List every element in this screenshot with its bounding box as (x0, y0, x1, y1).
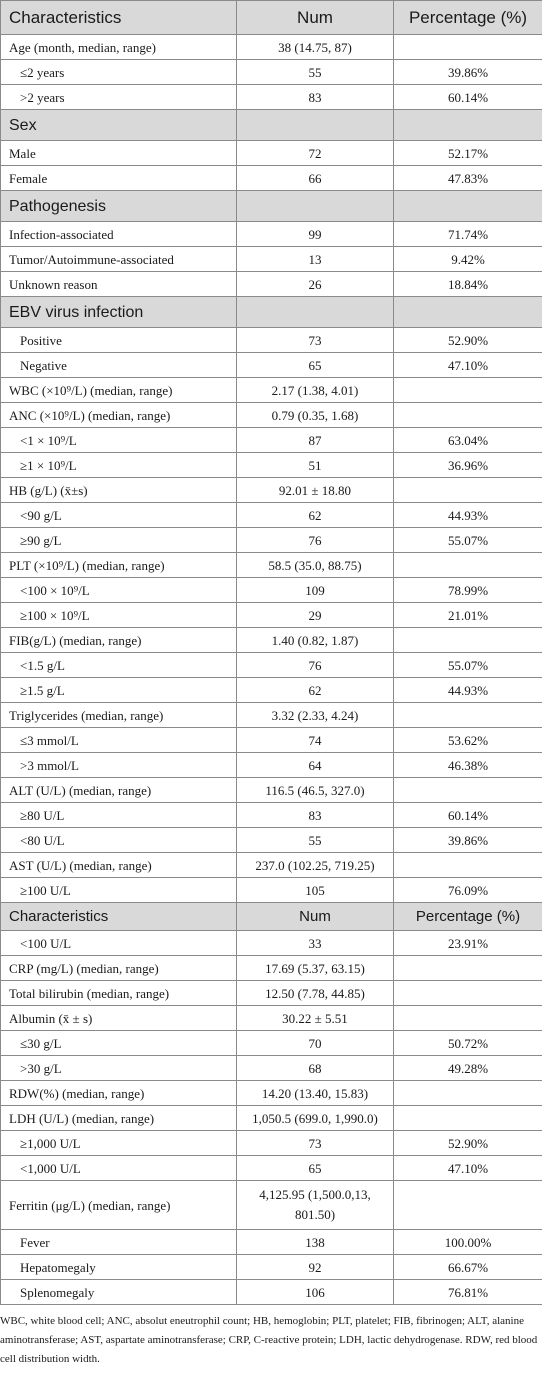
row-label: ≥100 U/L (1, 878, 237, 903)
row-num: 2.17 (1.38, 4.01) (237, 378, 394, 403)
table-row (1, 222, 542, 247)
row-label: RDW(%) (median, range) (1, 1081, 237, 1106)
row-label: ≥90 g/L (1, 528, 237, 553)
row-label: <100 U/L (1, 931, 237, 956)
row-num: 66 (237, 166, 394, 191)
table-header-row-repeat (1, 903, 542, 931)
row-percentage: 44.93% (394, 503, 542, 528)
row-label: Ferritin (μg/L) (median, range) (1, 1181, 237, 1230)
table-row (1, 1156, 542, 1181)
table-row (1, 85, 542, 110)
table-row (1, 981, 542, 1006)
row-num: 92.01 ± 18.80 (237, 478, 394, 503)
row-percentage: 55.07% (394, 653, 542, 678)
table-row (1, 931, 542, 956)
row-num: 64 (237, 753, 394, 778)
header-percentage: Percentage (%) (394, 1, 542, 35)
row-percentage: 100.00% (394, 1230, 542, 1255)
row-num: 62 (237, 503, 394, 528)
row-label: ≤2 years (1, 60, 237, 85)
table-row (1, 578, 542, 603)
table-row (1, 528, 542, 553)
table-row (1, 141, 542, 166)
row-num: 55 (237, 60, 394, 85)
table-row (1, 166, 542, 191)
row-label: Male (1, 141, 237, 166)
row-num: 73 (237, 328, 394, 353)
row-num: 30.22 ± 5.51 (237, 1006, 394, 1031)
row-percentage (394, 778, 542, 803)
row-num: 73 (237, 1131, 394, 1156)
row-percentage: 21.01% (394, 603, 542, 628)
row-num: 72 (237, 141, 394, 166)
row-label: ≤3 mmol/L (1, 728, 237, 753)
row-percentage: 55.07% (394, 528, 542, 553)
table-row (1, 378, 542, 403)
row-percentage: 39.86% (394, 828, 542, 853)
row-label: ≥100 × 10⁹/L (1, 603, 237, 628)
table-row (1, 328, 542, 353)
table-row (1, 853, 542, 878)
table-row (1, 60, 542, 85)
row-num: 76 (237, 528, 394, 553)
row-percentage: 52.17% (394, 141, 542, 166)
section-blank (394, 110, 542, 141)
row-num: 62 (237, 678, 394, 703)
table-row (1, 653, 542, 678)
row-num: 237.0 (102.25, 719.25) (237, 853, 394, 878)
section-blank (237, 110, 394, 141)
table-row (1, 1081, 542, 1106)
row-percentage (394, 35, 542, 60)
row-percentage: 47.10% (394, 1156, 542, 1181)
row-num: 70 (237, 1031, 394, 1056)
row-label: FIB(g/L) (median, range) (1, 628, 237, 653)
row-percentage: 49.28% (394, 1056, 542, 1081)
table-row (1, 603, 542, 628)
row-label: Positive (1, 328, 237, 353)
table-row (1, 247, 542, 272)
table-row (1, 1031, 542, 1056)
table-row (1, 753, 542, 778)
header-num: Num (237, 903, 394, 931)
row-num: 106 (237, 1280, 394, 1305)
row-label: <1 × 10⁹/L (1, 428, 237, 453)
row-num: 55 (237, 828, 394, 853)
table-row (1, 1255, 542, 1280)
row-percentage: 39.86% (394, 60, 542, 85)
row-num: 138 (237, 1230, 394, 1255)
row-percentage: 44.93% (394, 678, 542, 703)
row-num: 1,050.5 (699.0, 1,990.0) (237, 1106, 394, 1131)
row-label: <1.5 g/L (1, 653, 237, 678)
row-label: Tumor/Autoimmune-associated (1, 247, 237, 272)
row-num: 99 (237, 222, 394, 247)
row-label: CRP (mg/L) (median, range) (1, 956, 237, 981)
row-label: >2 years (1, 85, 237, 110)
row-percentage: 50.72% (394, 1031, 542, 1056)
table-row (1, 956, 542, 981)
row-percentage (394, 956, 542, 981)
row-percentage: 23.91% (394, 931, 542, 956)
row-percentage: 60.14% (394, 803, 542, 828)
table-row (1, 1280, 542, 1305)
row-percentage: 66.67% (394, 1255, 542, 1280)
table-row (1, 1230, 542, 1255)
row-label: Albumin (x̄ ± s) (1, 1006, 237, 1031)
row-percentage: 18.84% (394, 272, 542, 297)
header-characteristics: Characteristics (1, 1, 237, 35)
row-num: 76 (237, 653, 394, 678)
row-label: ALT (U/L) (median, range) (1, 778, 237, 803)
row-num: 38 (14.75, 87) (237, 35, 394, 60)
row-num: 83 (237, 803, 394, 828)
table-row (1, 678, 542, 703)
row-label: Triglycerides (median, range) (1, 703, 237, 728)
row-label: Total bilirubin (median, range) (1, 981, 237, 1006)
row-num: 68 (237, 1056, 394, 1081)
row-num: 116.5 (46.5, 327.0) (237, 778, 394, 803)
row-num: 83 (237, 85, 394, 110)
row-percentage: 78.99% (394, 578, 542, 603)
row-label: Fever (1, 1230, 237, 1255)
table-header-row (1, 1, 542, 35)
table-row (1, 1131, 542, 1156)
row-percentage: 60.14% (394, 85, 542, 110)
row-label: ≥1.5 g/L (1, 678, 237, 703)
row-percentage: 46.38% (394, 753, 542, 778)
row-num: 51 (237, 453, 394, 478)
row-percentage: 52.90% (394, 328, 542, 353)
section-label: EBV virus infection (1, 297, 237, 328)
table-row (1, 1181, 542, 1230)
section-blank (237, 297, 394, 328)
section-blank (394, 297, 542, 328)
row-num: 29 (237, 603, 394, 628)
row-percentage (394, 853, 542, 878)
row-num: 109 (237, 578, 394, 603)
row-label: Age (month, median, range) (1, 35, 237, 60)
section-blank (394, 191, 542, 222)
row-percentage (394, 378, 542, 403)
row-num: 13 (237, 247, 394, 272)
row-label: Negative (1, 353, 237, 378)
row-label: Unknown reason (1, 272, 237, 297)
row-num: 65 (237, 353, 394, 378)
row-percentage (394, 1181, 542, 1230)
row-percentage (394, 703, 542, 728)
row-num: 14.20 (13.40, 15.83) (237, 1081, 394, 1106)
row-num: 26 (237, 272, 394, 297)
row-percentage: 9.42% (394, 247, 542, 272)
table-footnote: WBC, white blood cell; ANC, absolut eneutrophil count; HB, hemoglobin; PLT, platelet; FIB, fibrinogen; ALT, alanine aminotransferase; AST, aspartate aminotransferase; CRP, C-reactive protein; LDH, lactic dehydrogenase. RDW, red blood cell distribution width. (0, 1315, 538, 1365)
row-label: LDH (U/L) (median, range) (1, 1106, 237, 1131)
row-label: Female (1, 166, 237, 191)
row-label: ANC (×10⁹/L) (median, range) (1, 403, 237, 428)
row-percentage: 47.10% (394, 353, 542, 378)
row-label: <80 U/L (1, 828, 237, 853)
section-label: Pathogenesis (1, 191, 237, 222)
row-label: PLT (×10⁹/L) (median, range) (1, 553, 237, 578)
table-row (1, 878, 542, 903)
row-percentage (394, 1006, 542, 1031)
row-percentage: 76.81% (394, 1280, 542, 1305)
row-percentage: 36.96% (394, 453, 542, 478)
row-num: 1.40 (0.82, 1.87) (237, 628, 394, 653)
row-label: >30 g/L (1, 1056, 237, 1081)
row-label: Hepatomegaly (1, 1255, 237, 1280)
table-row (1, 453, 542, 478)
row-percentage (394, 1081, 542, 1106)
table-row (1, 703, 542, 728)
row-label: ≥1,000 U/L (1, 1131, 237, 1156)
row-percentage (394, 981, 542, 1006)
table-row (1, 803, 542, 828)
row-num: 92 (237, 1255, 394, 1280)
row-num: 74 (237, 728, 394, 753)
row-percentage (394, 478, 542, 503)
row-num: 3.32 (2.33, 4.24) (237, 703, 394, 728)
table-row (1, 828, 542, 853)
table-row (1, 353, 542, 378)
row-percentage (394, 403, 542, 428)
table-row (1, 1106, 542, 1131)
row-label: WBC (×10⁹/L) (median, range) (1, 378, 237, 403)
header-characteristics: Characteristics (1, 903, 237, 931)
table-row (1, 503, 542, 528)
row-num: 105 (237, 878, 394, 903)
row-label: <100 × 10⁹/L (1, 578, 237, 603)
row-percentage (394, 553, 542, 578)
row-num: 87 (237, 428, 394, 453)
table-row (1, 403, 542, 428)
row-percentage: 52.90% (394, 1131, 542, 1156)
row-label: <90 g/L (1, 503, 237, 528)
section-row-sex (1, 110, 542, 141)
row-label: ≥80 U/L (1, 803, 237, 828)
row-label: AST (U/L) (median, range) (1, 853, 237, 878)
table-row (1, 478, 542, 503)
table-row (1, 778, 542, 803)
row-num: 0.79 (0.35, 1.68) (237, 403, 394, 428)
table-row (1, 1006, 542, 1031)
row-label: >3 mmol/L (1, 753, 237, 778)
row-label: ≥1 × 10⁹/L (1, 453, 237, 478)
row-percentage (394, 628, 542, 653)
row-percentage: 47.83% (394, 166, 542, 191)
table-row (1, 628, 542, 653)
header-percentage: Percentage (%) (394, 903, 542, 931)
row-label: ≤30 g/L (1, 1031, 237, 1056)
row-num: 4,125.95 (1,500.0,13, 801.50) (237, 1181, 394, 1230)
header-num: Num (237, 1, 394, 35)
row-percentage: 76.09% (394, 878, 542, 903)
section-row-ebv (1, 297, 542, 328)
row-percentage: 63.04% (394, 428, 542, 453)
row-num: 12.50 (7.78, 44.85) (237, 981, 394, 1006)
row-num: 33 (237, 931, 394, 956)
table-row (1, 428, 542, 453)
section-blank (237, 191, 394, 222)
table-row (1, 272, 542, 297)
section-row-pathogenesis (1, 191, 542, 222)
row-label: Splenomegaly (1, 1280, 237, 1305)
row-label: Infection-associated (1, 222, 237, 247)
section-label: Sex (1, 110, 237, 141)
row-num: 17.69 (5.37, 63.15) (237, 956, 394, 981)
row-num: 58.5 (35.0, 88.75) (237, 553, 394, 578)
table-row (1, 728, 542, 753)
row-percentage: 53.62% (394, 728, 542, 753)
row-num: 65 (237, 1156, 394, 1181)
row-label: HB (g/L) (x̄±s) (1, 478, 237, 503)
row-percentage: 71.74% (394, 222, 542, 247)
table-row (1, 553, 542, 578)
table-row (1, 35, 542, 60)
table-row (1, 1056, 542, 1081)
row-label: <1,000 U/L (1, 1156, 237, 1181)
row-percentage (394, 1106, 542, 1131)
